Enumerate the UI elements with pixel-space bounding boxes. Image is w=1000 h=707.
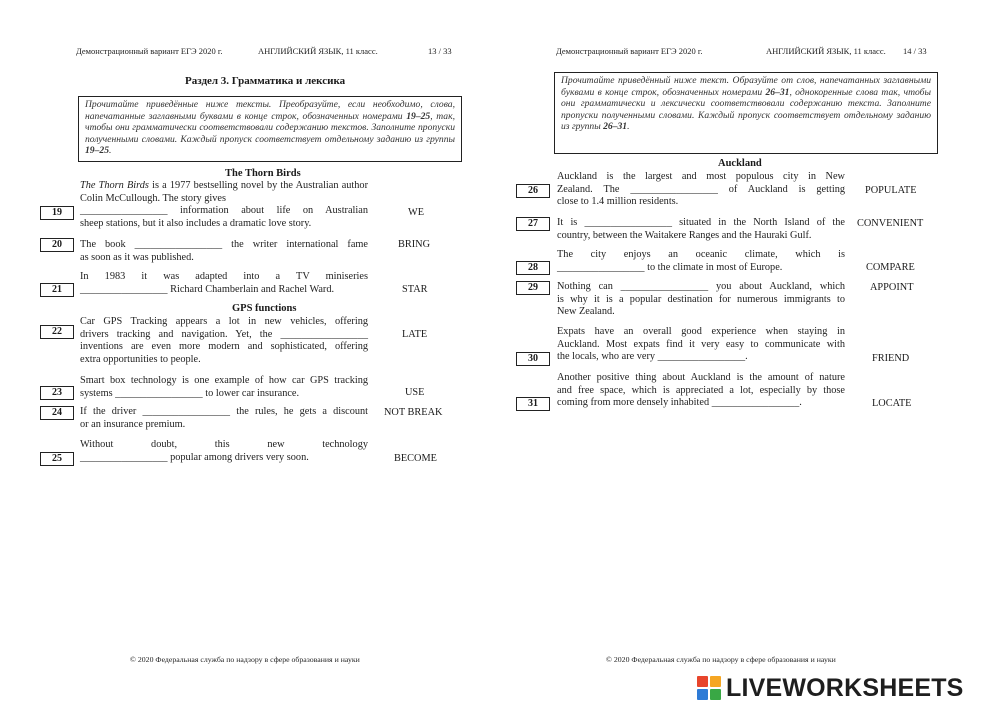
task-item: [80, 239, 368, 264]
key-word: COMPARE: [866, 262, 915, 273]
liveworksheets-logo[interactable]: [697, 674, 964, 702]
paragraph-text: Smart box technology is one example of how car GPS tracking: [80, 375, 368, 386]
page-header-exam: Демонстрационный вариант ЕГЭ 2020 г.: [76, 46, 223, 56]
page-right: [500, 0, 1000, 707]
paragraph-text: or an insurance premium.: [80, 418, 186, 430]
key-word: CONVENIENT: [857, 218, 924, 229]
text-title-auckland: Auckland: [718, 158, 762, 169]
instructions-range: 19–25: [406, 110, 431, 122]
instructions-box: [554, 72, 938, 154]
task-item: [80, 406, 368, 431]
paragraph-text: country, between the Waitakere Ranges and the Hauraki Gulf.: [557, 229, 812, 241]
page-footer: © 2020 Федеральная служба по надзору в сфере образования и науки: [606, 655, 836, 664]
logo-square: [710, 676, 721, 687]
paragraph-text: Auckland. Most expats find it very easy to communicate with: [557, 338, 845, 350]
paragraph-text: Car GPS Tracking appears a lot in new vehicles, offering: [80, 316, 368, 327]
task-item: [80, 439, 368, 464]
task-number: 31: [516, 397, 550, 411]
key-word: NOT BREAK: [384, 407, 443, 418]
logo-square: [697, 689, 708, 700]
paragraph-text: In 1983 it was adapted into a TV miniseries: [80, 271, 368, 282]
liveworksheets-logo-icon: [697, 676, 721, 700]
key-word: WE: [408, 207, 425, 218]
instructions-text: .: [108, 145, 112, 157]
key-word: BRING: [398, 239, 431, 250]
task-number: 27: [516, 217, 550, 231]
instructions-range: 19–25: [85, 145, 109, 157]
page-footer: © 2020 Федеральная служба по надзору в сфере образования и науки: [130, 655, 360, 664]
task-number: 24: [40, 406, 74, 420]
task-number: 29: [516, 281, 550, 295]
text-title-gps-functions: GPS functions: [232, 303, 297, 314]
paragraph-text: extra opportunities to people.: [80, 353, 201, 365]
section-title: Раздел 3. Грамматика и лексика: [185, 75, 346, 87]
page-header-exam: Демонстрационный вариант ЕГЭ 2020 г.: [556, 46, 703, 56]
gap-line[interactable]: If the driver _________________ the rules, he gets a discount: [80, 406, 368, 417]
gap-line[interactable]: _________________ popular among drivers very soon.: [80, 451, 309, 463]
task-number: 23: [40, 386, 74, 400]
text-paragraph: [80, 180, 368, 230]
task-item: [557, 326, 845, 364]
key-word: BECOME: [394, 453, 437, 464]
paragraph-text: New Zealand.: [557, 306, 615, 318]
instructions-range: 26–31: [765, 86, 790, 98]
task-item: [557, 372, 845, 410]
gap-line[interactable]: _________________ Richard Chamberlain and Rachel Ward.: [80, 283, 335, 295]
key-word: FRIEND: [872, 353, 910, 364]
key-word: APPOINT: [870, 282, 914, 293]
task-number: 21: [40, 283, 74, 297]
paragraph-text: as soon as it was published.: [80, 251, 194, 263]
paragraph-text: Without doubt, this new technology: [80, 439, 368, 450]
paragraph-text: close to 1.4 million residents.: [557, 196, 679, 208]
gap-line[interactable]: _________________ to the climate in most of Europe.: [557, 261, 783, 273]
logo-square: [697, 676, 708, 687]
paragraph-text: Expats have an overall good experience when staying in: [557, 326, 845, 337]
page-header-subject: АНГЛИЙСКИЙ ЯЗЫК, 11 класс.: [258, 46, 378, 56]
task-number: 20: [40, 238, 74, 252]
task-item: [557, 281, 845, 319]
gap-line[interactable]: coming from more densely inhabited _________________.: [557, 397, 802, 409]
key-word: STAR: [402, 284, 428, 295]
gap-line[interactable]: The book _________________ the writer international fame: [80, 239, 368, 250]
paragraph-text: sheep stations, but it also includes a dramatic love story.: [80, 217, 312, 229]
instructions-text: Прочитайте приведённые ниже тексты. Преобразуйте, если необходимо, слова, напечатанные заглавными буквами в конце строк, обозначенных номерами: [85, 99, 455, 122]
book-title: The Thorn Birds: [80, 180, 149, 191]
paragraph-text: Another positive thing about Auckland is the amount of nature: [557, 372, 845, 383]
text-title-thorn-birds: The Thorn Birds: [225, 168, 301, 179]
gap-line[interactable]: drivers tracking and navigation. Yet, the _________________: [80, 328, 368, 340]
paragraph-text: and free space, which is appreciated a lot, especially by those: [557, 384, 845, 396]
key-word: LOCATE: [872, 398, 912, 409]
paragraph-text: Auckland is the largest and most populous city in New: [557, 171, 845, 182]
gap-line[interactable]: Zealand. The _________________ of Auckland is getting: [557, 183, 845, 195]
instructions-text: , так, чтобы они грамматически соответствовали содержанию текстов. Заполните пропуски полученными словами. Каждый пропуск соответствует отдельному заданию из группы: [85, 110, 455, 145]
paragraph-text: is a 1977 bestselling novel by the Australian author Colin McCullough. The story gives: [80, 180, 368, 204]
instructions-text: .: [627, 121, 630, 133]
gap-line[interactable]: Nothing can _________________ you about Auckland, which: [557, 281, 845, 292]
paragraph-text: inventions are even more modern and sophisticated, offering: [80, 341, 368, 353]
task-number: 30: [516, 352, 550, 366]
liveworksheets-logo-text: LIVEWORKSHEETS: [726, 673, 964, 702]
task-item: [80, 271, 368, 296]
gap-line[interactable]: systems _________________ to lower car insurance.: [80, 387, 300, 399]
gap-line[interactable]: _________________ information about life on Australian: [80, 205, 368, 217]
task-item: [80, 375, 368, 400]
task-item: [80, 316, 368, 366]
task-number: 22: [40, 325, 74, 339]
task-item: [557, 171, 845, 209]
task-item: [557, 217, 845, 242]
task-number: 25: [40, 452, 74, 466]
logo-square: [710, 689, 721, 700]
page-number: 14 / 33: [903, 46, 927, 56]
key-word: LATE: [402, 329, 428, 340]
task-number: 26: [516, 184, 550, 198]
gap-line[interactable]: the locals, who are very _________________.: [557, 351, 748, 363]
paragraph-text: The city enjoys an oceanic climate, which is: [557, 249, 845, 260]
task-number: 19: [40, 206, 74, 220]
instructions-box: [78, 96, 462, 162]
gap-line[interactable]: It is _________________ situated in the North Island of the: [557, 217, 845, 228]
task-item: [557, 249, 845, 274]
key-word: POPULATE: [865, 185, 917, 196]
page-number: 13 / 33: [428, 46, 452, 56]
key-word: USE: [405, 387, 425, 398]
instructions-text: Прочитайте приведённый ниже текст. Образуйте от слов, напечатанных заглавными буквами в конце строк, обозначенных номерами: [561, 75, 931, 98]
instructions-text: , однокоренные слова так, чтобы они грамматически и лексически соответствовали содержанию текста. Заполните пропуски полученными словами. Каждый пропуск соответствует отдельному заданию из группы: [561, 86, 931, 133]
instructions-range: 26–31: [603, 121, 628, 133]
paragraph-text: is why it is a popular destination for numerous immigrants to: [557, 293, 845, 305]
task-number: 28: [516, 261, 550, 275]
page-header-subject: АНГЛИЙСКИЙ ЯЗЫК, 11 класс.: [766, 46, 886, 56]
